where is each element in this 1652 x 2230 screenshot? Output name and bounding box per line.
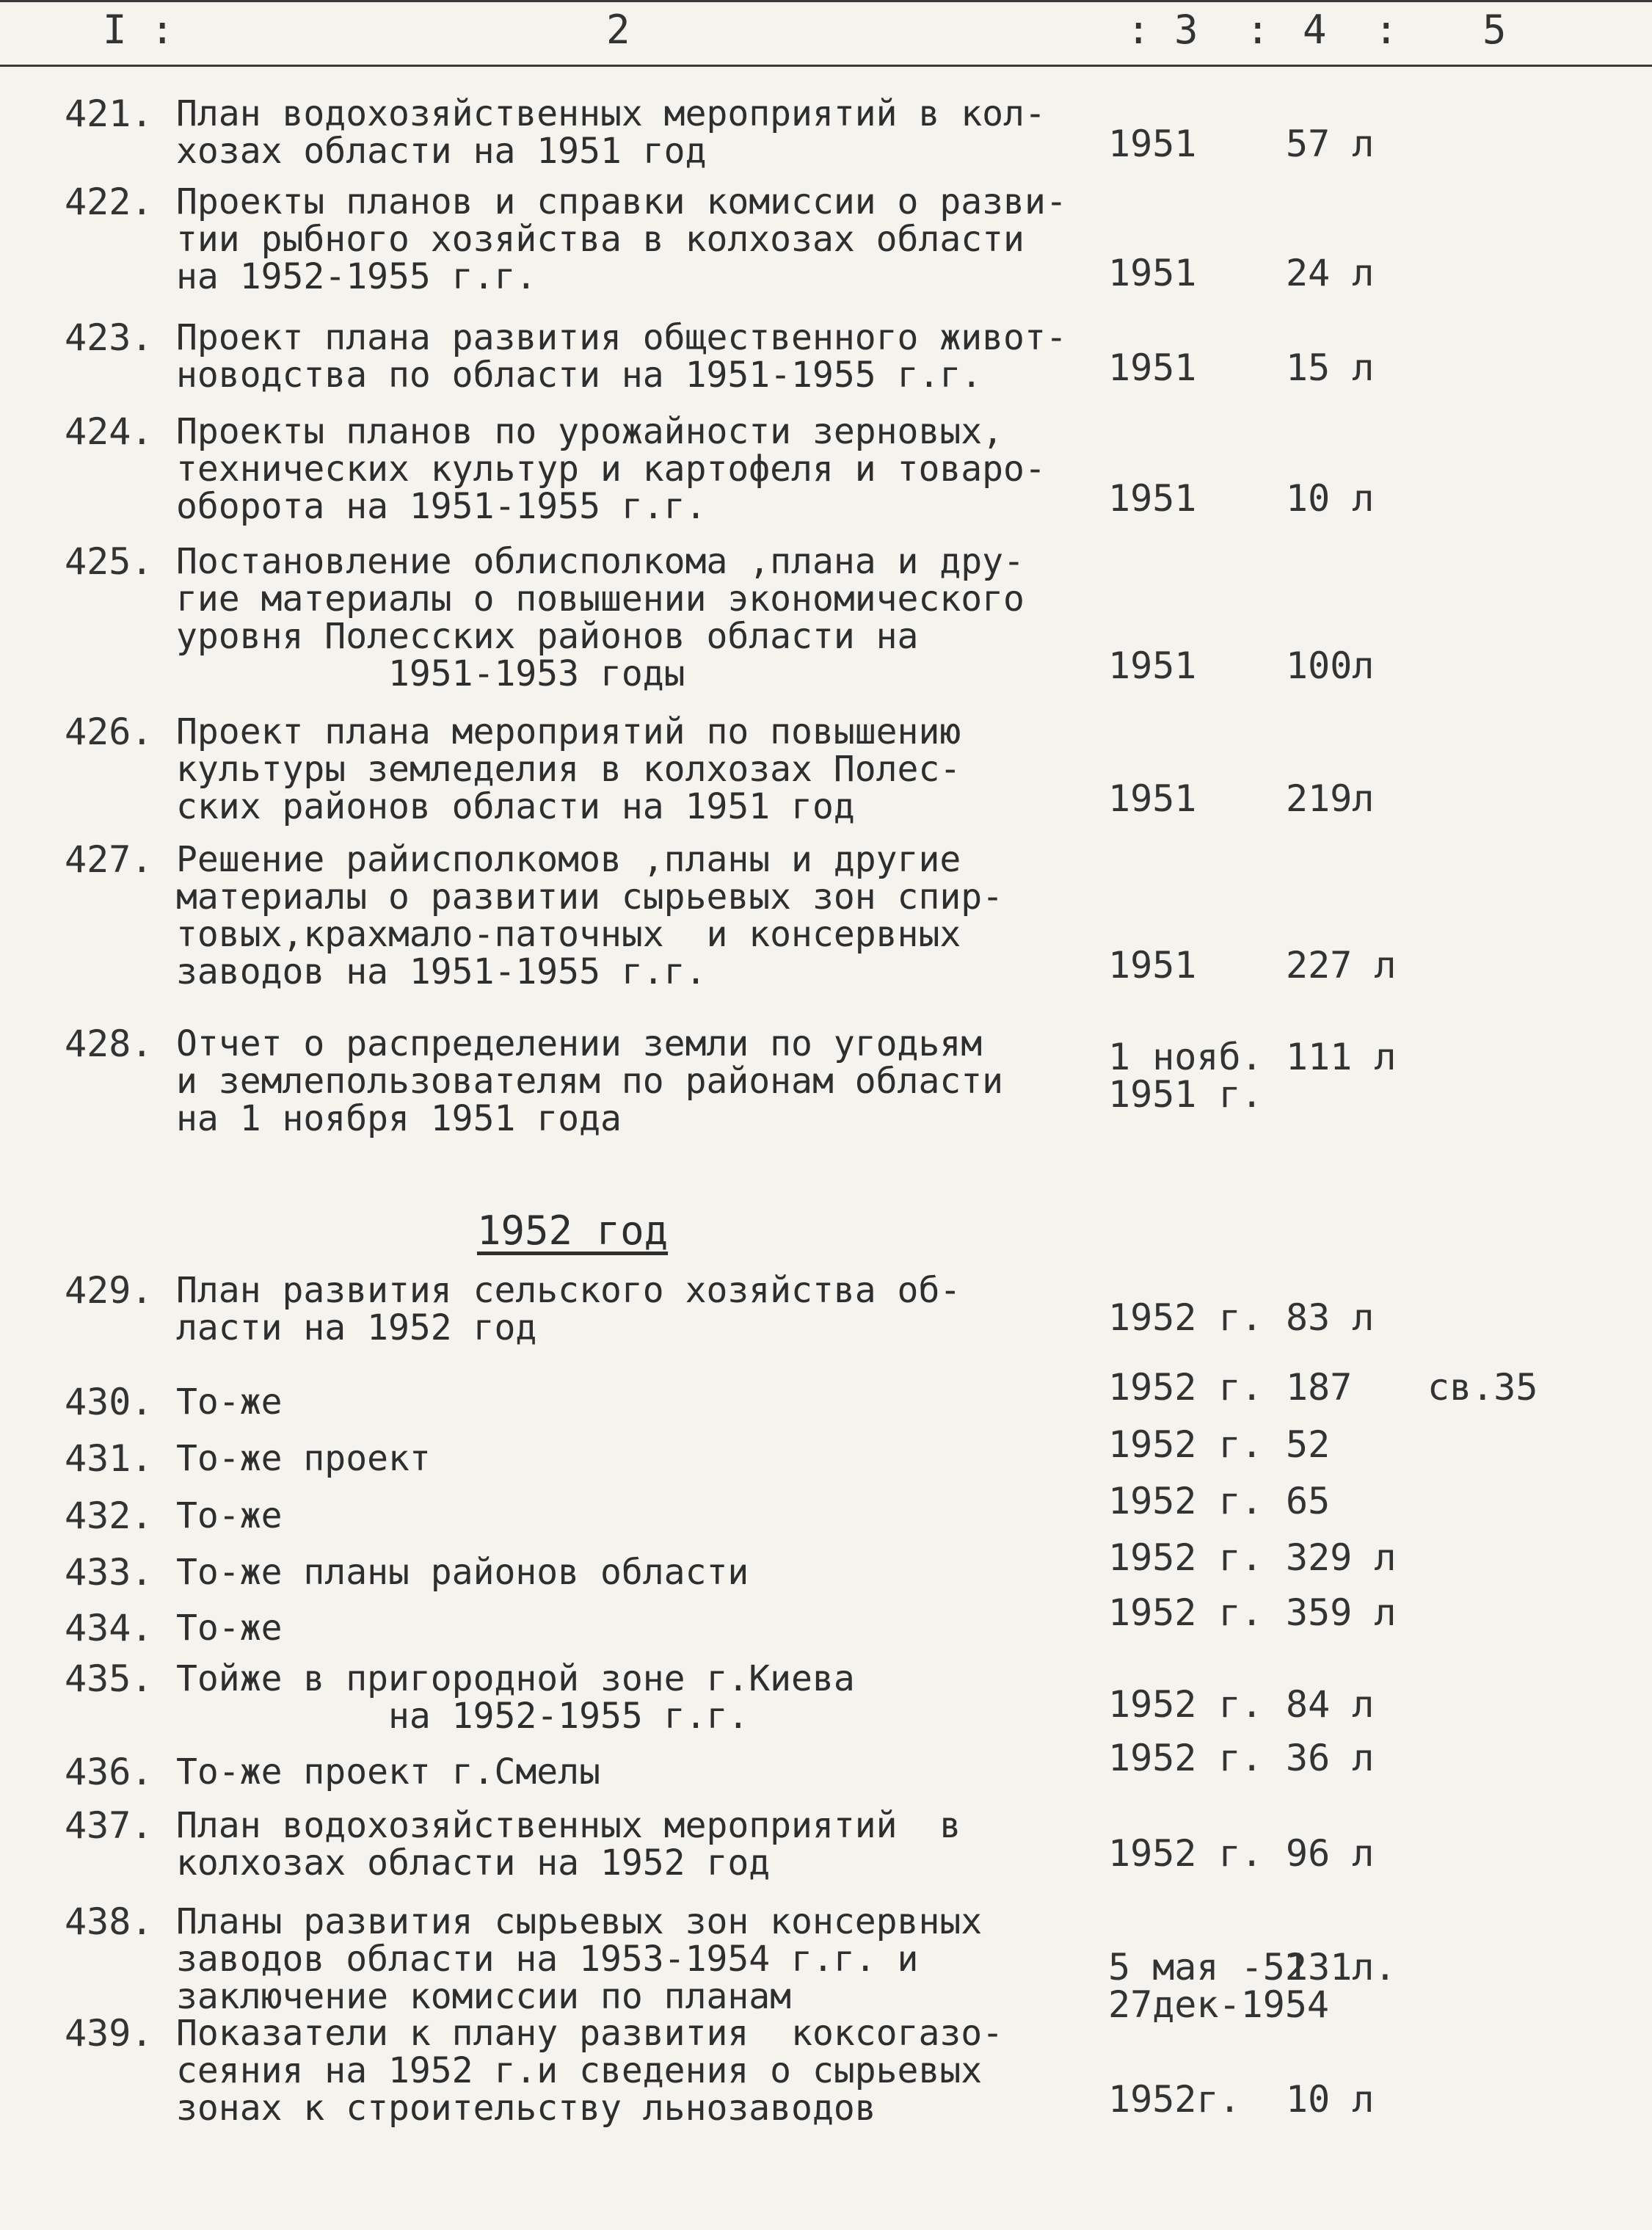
item-number: 424. (65, 410, 153, 453)
item-sheet-count: 359 л (1286, 1591, 1397, 1634)
item-title-line: План развития сельского хозяйства об- (176, 1270, 961, 1311)
header-col-2: 2 (606, 7, 630, 53)
item-title (176, 2015, 1160, 2127)
item-sheet-count: 96 л (1286, 1832, 1375, 1875)
header-rule (0, 65, 1652, 67)
item-title-line: Отчет о распределении земли по угодьям (176, 1023, 983, 1064)
item-number: 437. (65, 1804, 153, 1847)
item-date: 1951 (1108, 944, 1197, 987)
item-date: 1951 (1108, 123, 1197, 165)
item-title-line: Решение райисполкомов ,планы и другие (176, 839, 961, 880)
item-title-line: То-же планы районов области (176, 1552, 749, 1593)
header-col-4: 4 : (1303, 7, 1399, 53)
item-title (176, 181, 1160, 297)
item-title (176, 841, 1160, 991)
item-title-line: тии рыбного хозяйства в колхозах области (176, 219, 1025, 260)
item-title-line: Проект плана мероприятий по повышению (176, 711, 961, 752)
item-sheet-count: 100л (1286, 644, 1375, 687)
item-title-line: ских районов области на 1951 год (176, 786, 855, 827)
item-title-line: и землепользователям по районам области (176, 1061, 1004, 1102)
item-sheet-count: 36 л (1286, 1737, 1375, 1779)
item-sheet-count: 15 л (1286, 346, 1375, 389)
item-title-line: То-же проект г.Смелы (176, 1751, 600, 1793)
item-date: 1952 г. (1108, 1591, 1263, 1634)
item-title (176, 1497, 1160, 1535)
item-title-line: хозах области на 1951 год (176, 131, 707, 172)
item-number: 438. (65, 1900, 153, 1943)
item-title-line: То-же (176, 1381, 283, 1423)
item-title (176, 1903, 1160, 2016)
item-sheet-count: 219л (1286, 777, 1375, 820)
item-date: 1952 г. (1108, 1832, 1263, 1875)
item-date: 1951 (1108, 346, 1197, 389)
header-col-3: : 3 : (1127, 7, 1270, 53)
item-title-line: Показатели к плану развития коксогазо- (176, 2013, 1004, 2054)
item-date: 1952 г. (1108, 1683, 1263, 1726)
item-title (176, 1554, 1160, 1591)
item-title (176, 319, 1160, 394)
item-title-line: заводов на 1951-1955 г.г. (176, 951, 707, 992)
item-title-line: План водохозяйственных мероприятий в (176, 1805, 961, 1846)
item-number: 436. (65, 1751, 153, 1793)
item-date: 1952 г. (1108, 1536, 1263, 1579)
item-title (176, 1272, 1160, 1347)
item-title-line: уровня Полесских районов области на (176, 616, 919, 657)
item-title-line: План водохозяйственных мероприятий в кол- (176, 93, 1046, 134)
item-title (176, 1660, 1160, 1735)
item-title-line: То-же (176, 1608, 283, 1649)
item-title-line: технических культур и картофеля и товаро- (176, 448, 1046, 490)
item-number: 433. (65, 1551, 153, 1594)
header-col-1: I : (103, 7, 175, 53)
item-title-line: новодства по области на 1951-1955 г.г. (176, 355, 983, 396)
item-title-line: Проект плана развития общественного живот- (176, 317, 1067, 358)
item-title (176, 413, 1160, 526)
item-title (176, 1440, 1160, 1478)
item-date: 1951 (1108, 777, 1197, 820)
item-title-line: на 1 ноября 1951 года (176, 1098, 622, 1139)
item-number: 427. (65, 838, 153, 881)
item-title (176, 1381, 1160, 1423)
item-title-line: колхозах области на 1952 год (176, 1842, 771, 1884)
item-title (176, 95, 1160, 170)
item-number: 425. (65, 540, 153, 583)
item-title-line: заключение комиссии по планам (176, 1976, 792, 2017)
item-number: 430. (65, 1381, 153, 1423)
item-title (176, 543, 1160, 693)
item-date: 1 нояб. 1951 г. (1108, 1036, 1263, 1116)
item-number: 422. (65, 181, 153, 223)
item-sheet-count: 57 л (1286, 123, 1375, 165)
item-title-line: на 1952-1955 г.г. (176, 256, 537, 297)
item-title-line: Тойже в пригородной зоне г.Киева (176, 1658, 855, 1699)
item-title-line: 1951-1953 годы (176, 653, 685, 694)
item-sheet-count: 24 л (1286, 252, 1375, 294)
item-title-line: оборота на 1951-1955 г.г. (176, 486, 707, 527)
item-title-line: То-же (176, 1495, 283, 1536)
item-box-note: св.35 (1427, 1366, 1538, 1409)
item-sheet-count: 84 л (1286, 1683, 1375, 1726)
header-col-5: 5 (1482, 7, 1507, 53)
item-title-line: зонах к строительству льнозаводов (176, 2088, 876, 2129)
item-sheet-count: 111 л (1286, 1036, 1397, 1078)
item-title-line: Проекты планов по урожайности зерновых, (176, 411, 1004, 452)
item-title-line: гие материалы о повышении экономического (176, 578, 1025, 620)
item-title-line: Проекты планов и справки комиссии о разви- (176, 181, 1067, 222)
item-sheet-count: 10 л (1286, 2078, 1375, 2121)
item-sheet-count: 227 л (1286, 944, 1397, 987)
item-sheet-count: 10 л (1286, 477, 1375, 520)
item-sheet-count: 131л. (1286, 1946, 1397, 1989)
item-date: 1952 г. (1108, 1423, 1263, 1466)
item-number: 431. (65, 1437, 153, 1480)
item-number: 428. (65, 1023, 153, 1065)
item-sheet-count: 187 (1286, 1366, 1353, 1409)
item-title (176, 1751, 1160, 1793)
item-number: 434. (65, 1607, 153, 1649)
item-title-line: ласти на 1952 год (176, 1307, 537, 1348)
item-number: 429. (65, 1269, 153, 1312)
item-sheet-count: 83 л (1286, 1296, 1375, 1339)
item-title (176, 1025, 1160, 1138)
item-date: 5 мая -52 27дек-1954 (1108, 1946, 1330, 2026)
section-heading-1952: 1952 год (477, 1207, 669, 1254)
item-number: 435. (65, 1657, 153, 1700)
item-title-line: Постановление облисполкома ,плана и дру- (176, 541, 1025, 582)
item-sheet-count: 65 (1286, 1480, 1331, 1522)
item-date: 1951 (1108, 477, 1197, 520)
item-title-line: Планы развития сырьевых зон консервных (176, 1901, 983, 1942)
item-title-line: товых,крахмало-паточных и консервных (176, 914, 961, 955)
item-title-line: материалы о развитии сырьевых зон спир- (176, 876, 1004, 918)
item-date: 1952 г. (1108, 1737, 1263, 1779)
item-number: 432. (65, 1494, 153, 1537)
item-sheet-count: 52 (1286, 1423, 1331, 1466)
item-title-line: заводов области на 1953-1954 г.г. и (176, 1939, 919, 1980)
item-number: 426. (65, 711, 153, 753)
item-title-line: То-же проект (176, 1438, 431, 1479)
item-date: 1951 (1108, 252, 1197, 294)
item-date: 1951 (1108, 644, 1197, 687)
item-title (176, 1610, 1160, 1647)
item-title (176, 713, 1160, 826)
top-rule (0, 0, 1652, 2)
item-title-line: сеяния на 1952 г.и сведения о сырьевых (176, 2050, 983, 2091)
item-date: 1952г. (1108, 2078, 1241, 2121)
item-number: 421. (65, 92, 153, 135)
item-number: 439. (65, 2012, 153, 2055)
item-title-line: на 1952-1955 г.г. (176, 1696, 749, 1737)
item-sheet-count: 329 л (1286, 1536, 1397, 1579)
item-title (176, 1807, 1160, 1882)
item-title-line: культуры земледелия в колхозах Полес- (176, 749, 961, 790)
item-number: 423. (65, 316, 153, 359)
item-date: 1952 г. (1108, 1480, 1263, 1522)
item-date: 1952 г. (1108, 1296, 1263, 1339)
item-date: 1952 г. (1108, 1366, 1263, 1409)
